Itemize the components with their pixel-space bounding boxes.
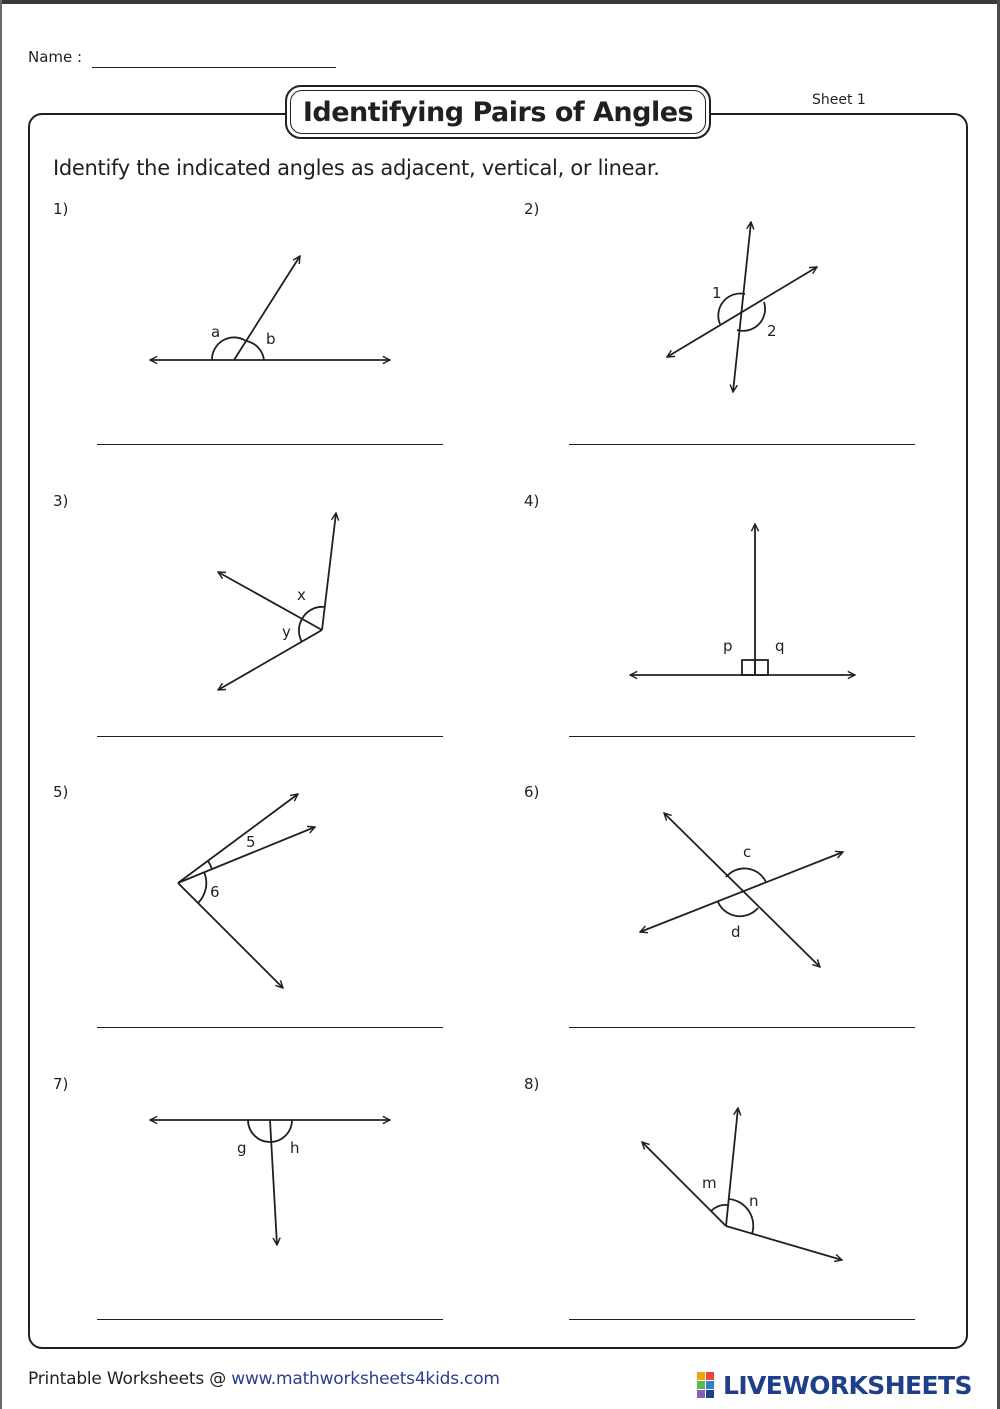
figure-2 [667,222,817,392]
angle-label-2: 2 [767,322,777,340]
angle-label-x: x [297,586,306,604]
problem-number-7: 7) [53,1075,69,1093]
angle-label-y: y [282,623,291,641]
problem-number-5: 5) [53,783,69,801]
figure-3 [218,513,336,690]
figure-4 [630,524,855,675]
angle-label-n: n [749,1192,759,1210]
angle-label-h: h [290,1139,300,1157]
angle-label-g: g [237,1139,247,1157]
sheet-label: Sheet 1 [812,92,866,108]
angle-label-a: a [211,323,221,341]
problem-number-6: 6) [524,783,540,801]
problem-number-2: 2) [524,200,540,218]
figure-7 [150,1120,390,1245]
figure-1 [150,256,390,360]
angle-label-q: q [775,637,785,655]
angle-label-5: 5 [246,833,256,851]
angle-label-b: b [266,330,276,348]
liveworksheets-wordmark: LIVEWORKSHEETS [723,1371,972,1400]
liveworksheets-logo [697,1371,972,1400]
name-label: Name : [28,48,83,66]
angle-label-d: d [731,923,741,941]
problem-number-3: 3) [53,492,69,510]
footer-url-link[interactable]: www.mathworksheets4kids.com [231,1369,500,1389]
angle-label-1: 1 [712,284,722,302]
footer-credit [28,1369,500,1389]
liveworksheets-icon [697,1372,719,1400]
instruction-text: Identify the indicated angles as adjacent, vertical, or linear. [53,156,660,180]
page-title: Identifying Pairs of Angles [302,96,694,128]
angle-label-c: c [743,843,752,861]
angle-label-6: 6 [210,883,220,901]
angle-label-p: p [723,637,733,655]
problem-number-8: 8) [524,1075,540,1093]
angle-label-m: m [702,1174,717,1192]
problem-number-4: 4) [524,492,540,510]
problem-number-1: 1) [53,200,69,218]
figure-6 [640,813,843,967]
figure-8 [642,1108,842,1260]
footer-prefix: Printable Worksheets @ [28,1369,232,1389]
figure-5 [178,794,315,988]
